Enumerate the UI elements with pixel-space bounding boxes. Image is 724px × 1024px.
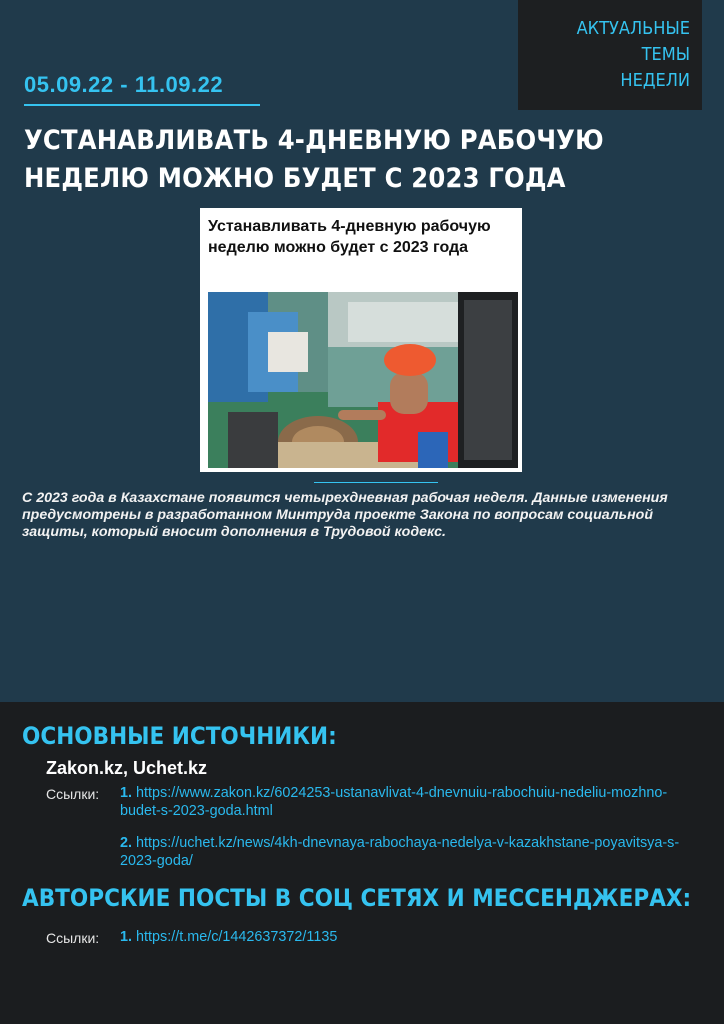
news-card[interactable] [200,208,522,472]
source-link-2-number: 2. [120,835,133,851]
author-posts-heading: АВТОРСКИЕ ПОСТЫ В СОЦ СЕТЯХ И МЕССЕНДЖЕРАХ: [22,884,692,912]
source-link-1[interactable] [120,784,680,820]
post-link-1-number: 1. [120,929,133,945]
headline: УСТАНАВЛИВАТЬ 4-ДНЕВНУЮ РАБОЧУЮ НЕДЕЛЮ МОЖНО БУДЕТ С 2023 ГОДА [24,125,604,194]
badge-line-2: НЕДЕЛИ [620,70,690,91]
badge-line-1: АКТУАЛЬНЫЕ ТЕМЫ [576,18,690,65]
source-link-2-url[interactable]: https://uchet.kz/news/4kh-dnevnaya-rabochaya-nedelya-v-kazakhstane-poyavitsya-s-2023-goda/ [120,835,680,869]
weekly-topics-badge [518,0,702,110]
post-link-1[interactable] [120,928,680,946]
source-link-1-url[interactable]: https://www.zakon.kz/6024253-ustanavlivat-4-dnevnuiu-rabochuiu-nedeliu-mozhno-budet-s-2023-goda.html [120,785,668,819]
factory-worker-photo [208,292,518,468]
post-link-1-url[interactable]: https://t.me/c/1442637372/1135 [136,929,338,945]
blurb-divider [314,482,438,483]
posts-links-label: Ссылки: [46,930,100,946]
source-names: Zakon.kz, Uchet.kz [46,758,208,778]
sources-links-label: Ссылки: [46,786,100,802]
source-link-2[interactable] [120,834,680,870]
date-underline [24,104,260,106]
news-summary: С 2023 года в Казахстане появится четырехдневная рабочая неделя. Данные изменения предусмотрены в разработанном Минтруда проекте Закона по вопросам социальной защиты, который вносит дополнения в Трудовой кодекс. [22,490,668,540]
date-range: 05.09.22 - 11.09.22 [24,72,224,97]
main-sources-heading: ОСНОВНЫЕ ИСТОЧНИКИ: [22,722,337,750]
news-card-title: Устанавливать 4-дневную рабочую неделю можно будет с 2023 года [208,218,491,256]
source-link-1-number: 1. [120,785,133,801]
